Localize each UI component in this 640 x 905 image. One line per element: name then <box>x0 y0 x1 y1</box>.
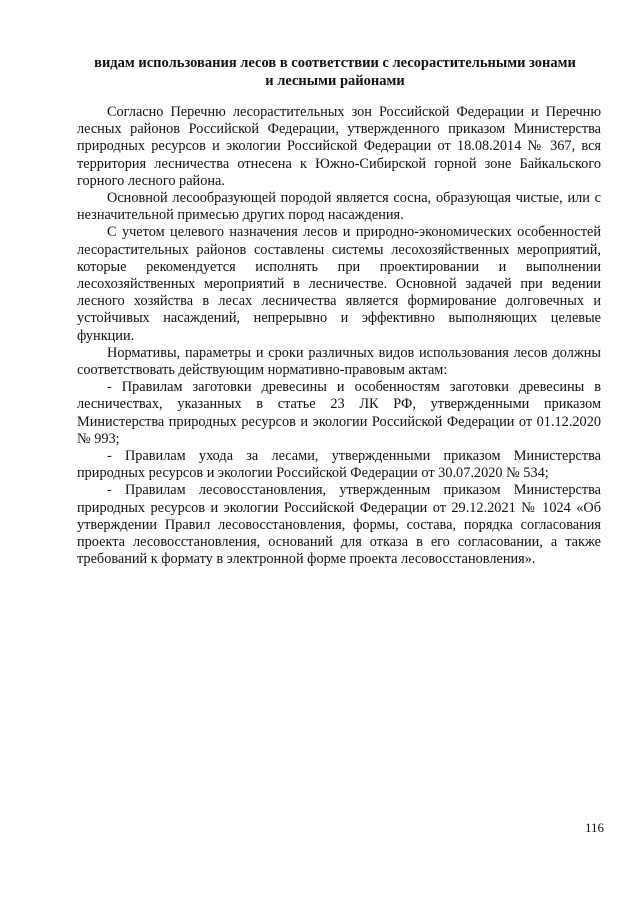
heading-line-1: видам использования лесов в соответствии с лесорастительными зонами <box>94 55 576 71</box>
body-text <box>77 104 601 568</box>
page-number: 116 <box>584 820 604 835</box>
paragraph-forest-management: С учетом целевого назначения лесов и природно-экономических особенностей лесорастительных районов составлены системы лесохозяйственных мероприятий, которые рекомендуется исполнять при проектировании и выполнении лесохозяйственных мероприятий в лесничестве. Основной задачей при ведении лесного хозяйства в лесах лесничества является формирование долговечных и устойчивых насаждений, непрерывно и эффективно выполняющих целевые функции. <box>77 224 601 344</box>
heading-line-2: и лесными районами <box>265 73 405 89</box>
paragraph-main-species: Основной лесообразующей породой является сосна, образующая чистые, или с незначительной примесью других пород насаждения. <box>77 190 601 224</box>
paragraph-zones: Согласно Перечню лесорастительных зон Российской Федерации и Перечню лесных районов Российской Федерации, утвержденного приказом Министерства природных ресурсов и экологии Российской Федерации от 18.08.2014 № 367, вся территория лесничества отнесена к Южно-Сибирской горной зоне Байкальского горного лесного района. <box>77 104 601 189</box>
list-item-reforestation-rules: - Правилам лесовосстановления, утвержденным приказом Министерства природных ресурсов и экологии Российской Федерации от 29.12.2021 № 1024 «Об утверждении Правил лесовосстановления, формы, состава, порядка согласования проекта лесовосстановления, оснований для отказа в его согласовании, а также требований к формату в электронной форме проекта лесовосстановления». <box>77 482 601 568</box>
list-item-forest-care-rules: - Правилам ухода за лесами, утвержденными приказом Министерства природных ресурсов и экологии Российской Федерации от 30.07.2020 № 534; <box>77 448 601 482</box>
section-heading <box>70 54 600 90</box>
list-item-harvesting-rules: - Правилам заготовки древесины и особенностям заготовки древесины в лесничествах, указанных в статье 23 ЛК РФ, утвержденными приказом Министерства природных ресурсов и экологии Российской Федерации от 01.12.2020 № 993; <box>77 379 601 447</box>
paragraph-regulations-intro: Нормативы, параметры и сроки различных видов использования лесов должны соответствовать действующим нормативно-правовым актам: <box>77 344 601 379</box>
